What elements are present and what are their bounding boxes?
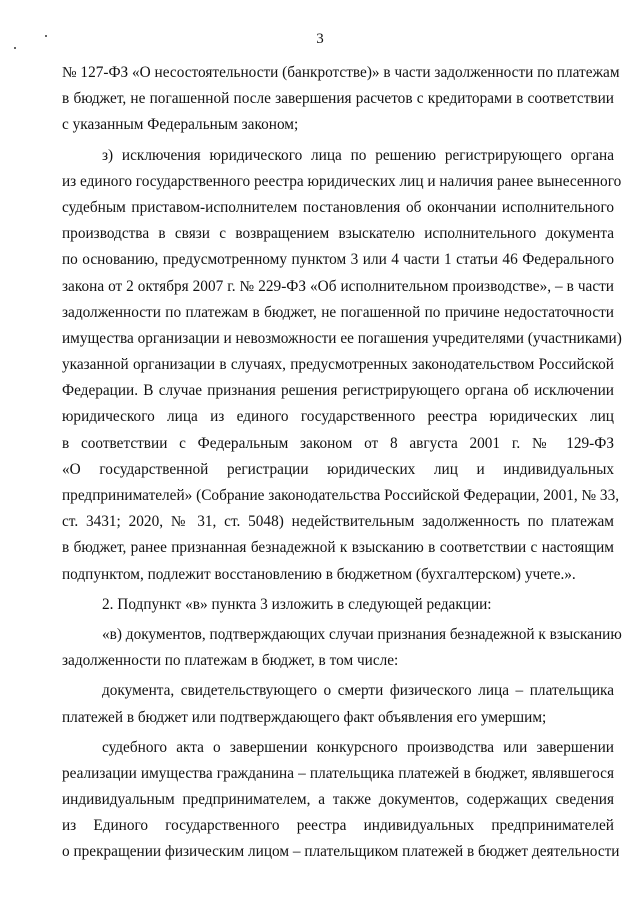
paragraph — [62, 678, 614, 730]
text-line: задолженности по платежам в бюджет, не погашенной по причине недостаточности — [62, 303, 614, 321]
text-line: в бюджет, не погашенной после завершения расчетов с кредиторами в соответствии — [62, 90, 614, 108]
paragraph — [62, 143, 622, 588]
text-line: з) исключения юридического лица по решению регистрирующего органа — [102, 146, 614, 164]
text-line: из Единого государственного реестра индивидуальных предпринимателей — [62, 817, 614, 835]
text-line: из единого государственного реестра юридических лиц и наличия ранее вынесенного — [62, 172, 622, 190]
text-line: подпунктом, подлежит восстановлению в бюджетном (бухгалтерском) учете.». — [62, 565, 576, 583]
text-line: № 127-ФЗ «О несостоятельности (банкротстве)» в части задолженности по платежам — [62, 64, 620, 81]
text-line: «в) документов, подтверждающих случаи признания безнадежной к взысканию — [102, 625, 622, 643]
paragraph — [62, 735, 620, 866]
paragraph — [62, 622, 622, 674]
text-line: указанной организации в случаях, предусмотренных законодательством Российской — [62, 356, 614, 374]
text-line: ст. 3431; 2020, № 31, ст. 5048) недействительным задолженность по платежам — [62, 513, 614, 531]
text-line: в соответствии с Федеральным законом от 8 августа 2001 г. № 129-ФЗ — [62, 434, 614, 452]
text-line: платежей в бюджет или подтверждающего факт объявления его умершим; — [62, 708, 547, 726]
text-line: предпринимателей» (Собрание законодательства Российской Федерации, 2001, № 33, — [62, 487, 620, 504]
text-line: судебного акта о завершении конкурсного производства или завершении — [102, 738, 614, 756]
paragraph — [62, 592, 614, 618]
text-line: юридического лица из единого государственного реестра юридических лиц — [62, 408, 614, 426]
document-body — [62, 60, 622, 866]
text-line: с указанным Федеральным законом; — [62, 116, 299, 134]
text-line: производства в связи с возвращением взыскателю исполнительного документа — [62, 225, 614, 243]
text-line: о прекращении физическим лицом – плательщиком платежей в бюджет деятельности — [62, 843, 620, 861]
paragraph — [62, 60, 620, 139]
text-line: имущества организации и невозможности ее погашения учредителями (участниками) — [62, 329, 622, 347]
text-line: «О государственной регистрации юридических лиц и индивидуальных — [62, 460, 614, 478]
text-line: судебным приставом-исполнителем постановления об окончании исполнительного — [62, 198, 614, 216]
text-line: реализации имущества гражданина – плательщика платежей в бюджет, являвшегося — [62, 764, 614, 782]
text-line: 2. Подпункт «в» пункта 3 изложить в следующей редакции: — [102, 595, 492, 613]
text-line: задолженности по платежам в бюджет, в том числе: — [62, 652, 399, 670]
text-line: в бюджет, ранее признанная безнадежной к взысканию в соответствии с настоящим — [62, 539, 614, 557]
text-line: Федерации. В случае признания решения регистрирующего органа об исключении — [62, 382, 614, 400]
text-line: закона от 2 октября 2007 г. № 229-ФЗ «Об исполнительном производстве», – в части — [62, 277, 614, 295]
text-line: документа, свидетельствующего о смерти физического лица – плательщика — [102, 682, 614, 700]
text-line: по основанию, предусмотренному пунктом 3 или 4 части 1 статьи 46 Федерального — [62, 251, 614, 269]
page-number: 3 — [316, 31, 324, 47]
text-line: индивидуальным предпринимателем, а также документов, содержащих сведения — [62, 791, 614, 809]
